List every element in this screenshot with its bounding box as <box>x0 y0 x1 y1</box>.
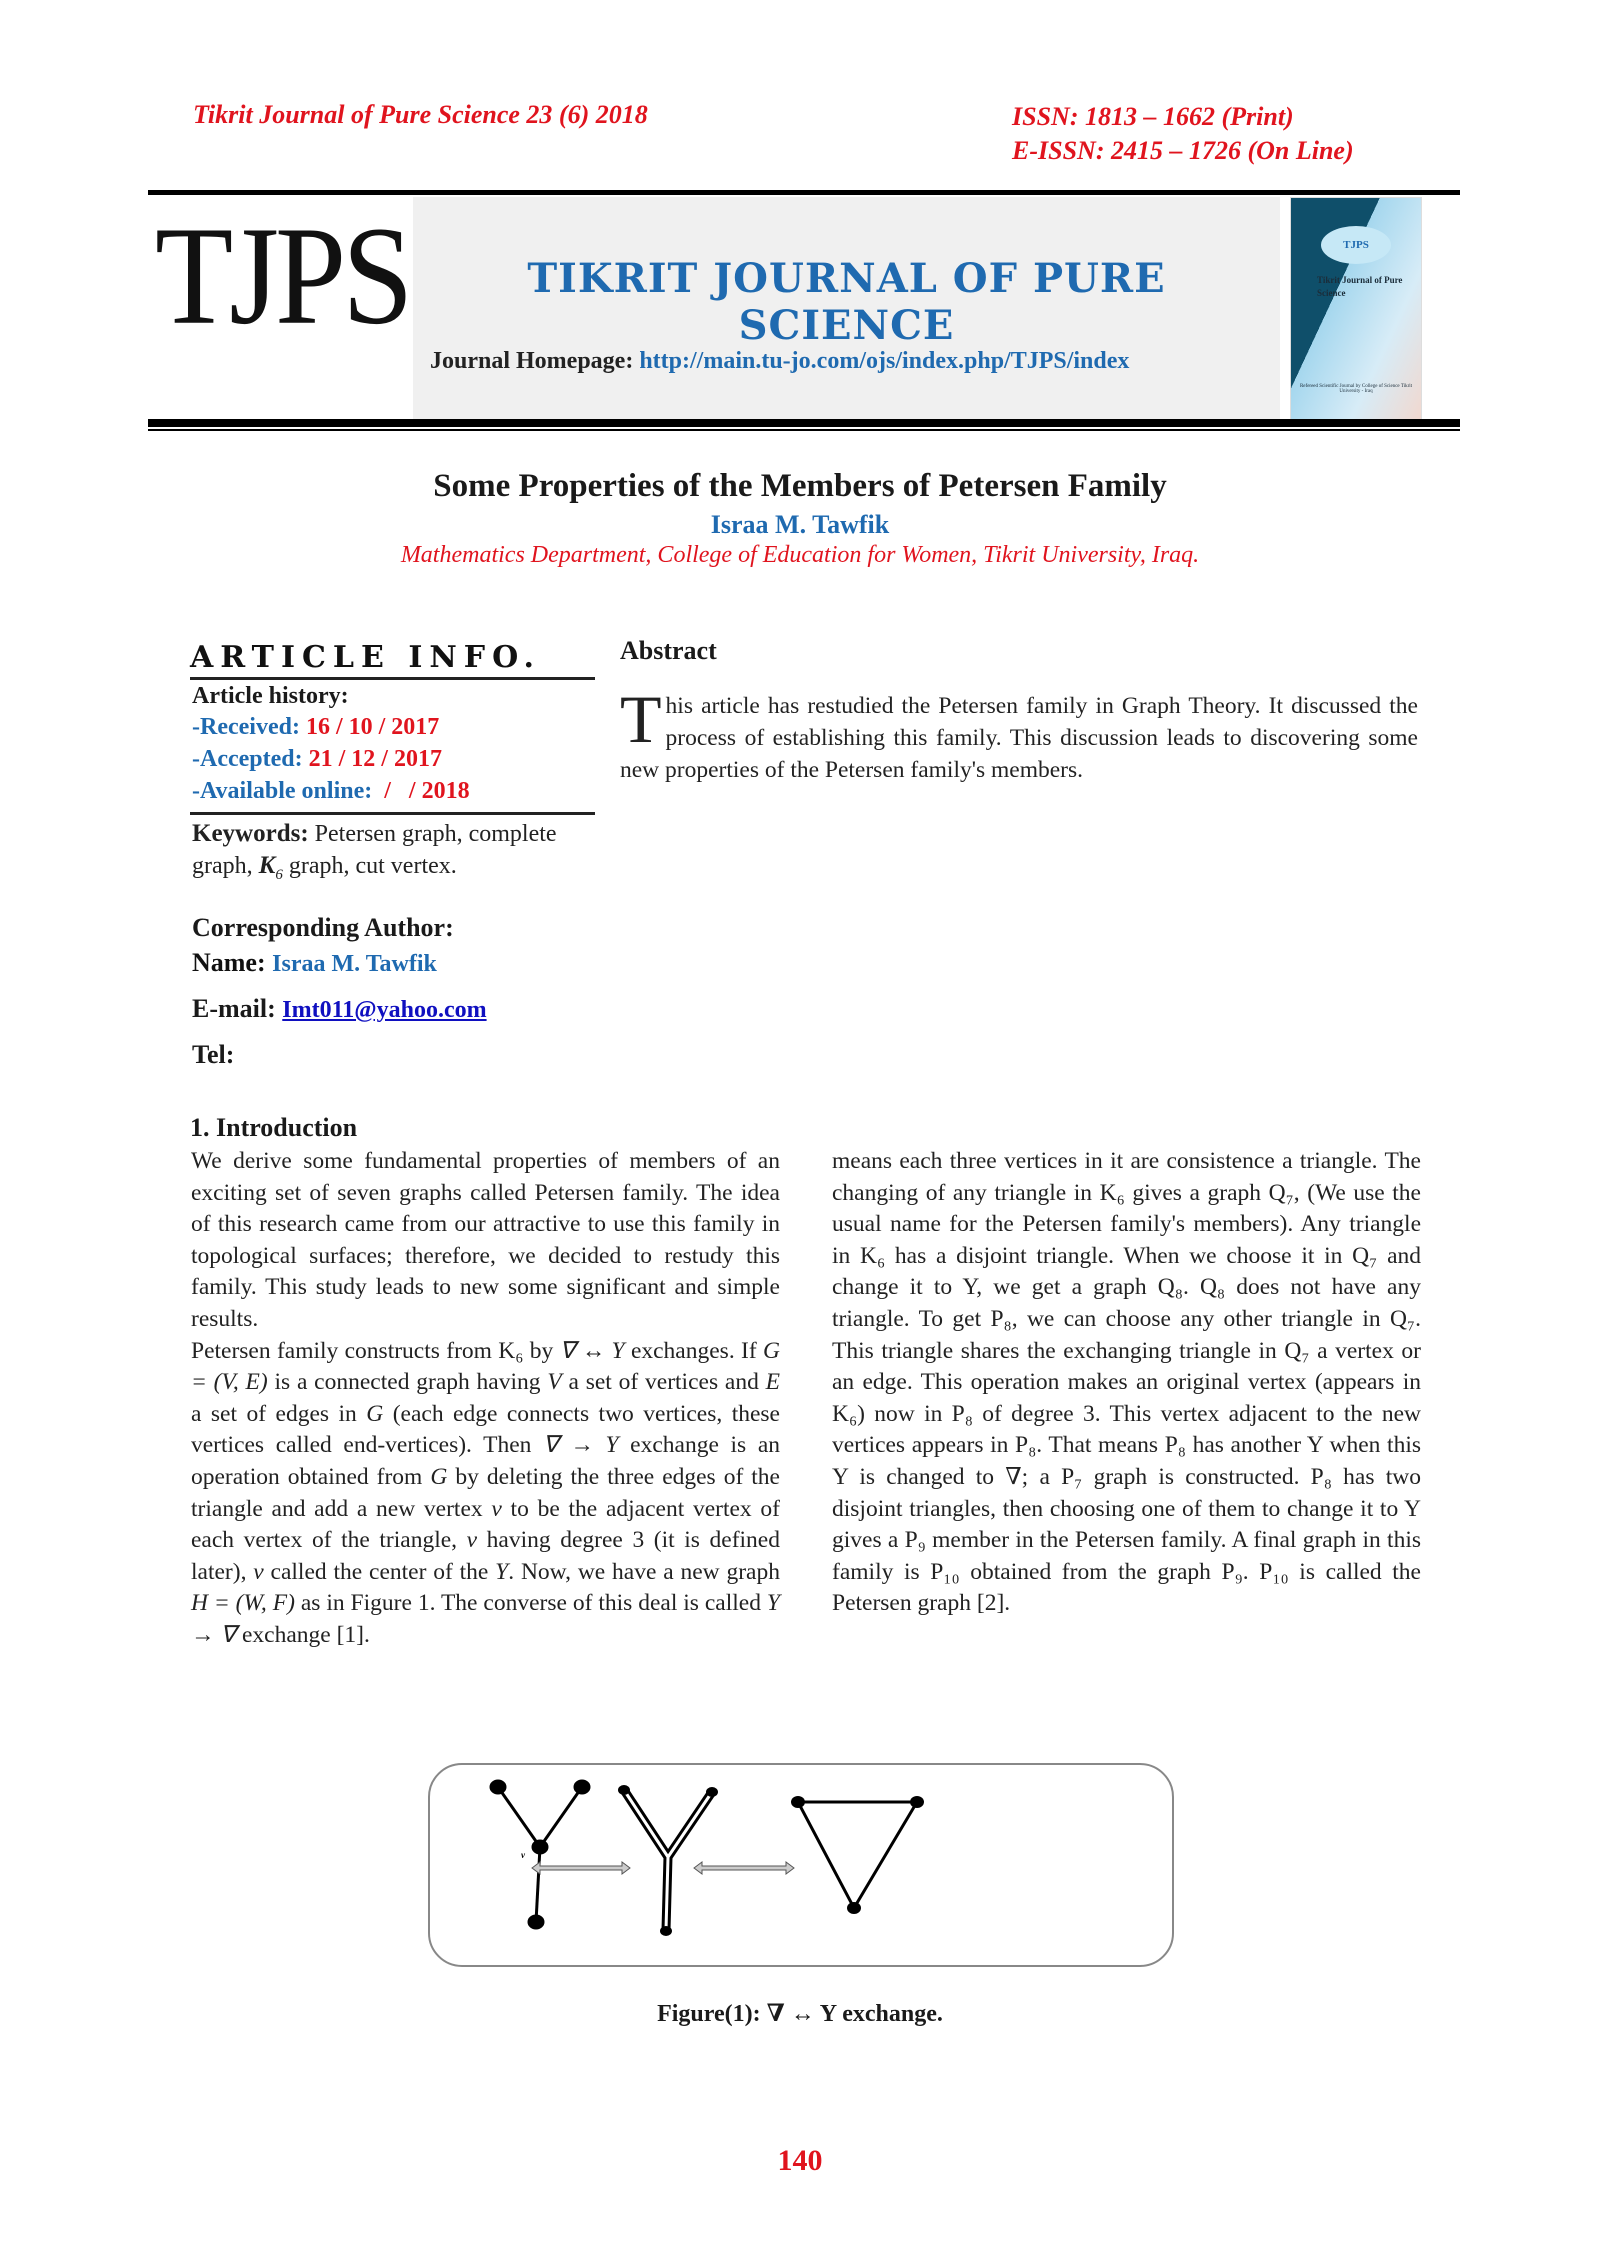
introduction-left-column <box>191 1146 780 1652</box>
issn-print: ISSN: 1813 – 1662 (Print) <box>1012 102 1294 131</box>
paper-affiliation: Mathematics Department, College of Education for Women, Tikrit University, Iraq. <box>400 542 1200 568</box>
name-value: Israa M. Tawfik <box>272 951 437 977</box>
masthead-bottom-rule-thin <box>148 429 1460 431</box>
received-label: -Received: <box>192 714 306 740</box>
received-date <box>192 714 439 741</box>
keywords-text: Petersen graph, complete graph, <box>192 821 557 879</box>
thick-y-icon <box>618 1785 718 1936</box>
accepted-date <box>192 746 442 773</box>
article-info-rule <box>190 677 595 680</box>
issn-online: E-ISSN: 2415 – 1726 (On Line) <box>1012 136 1354 165</box>
article-history-label: Article history: <box>192 683 349 709</box>
intro-paragraph-2: Petersen family constructs from K₆ by ∇ ↔ Y exchanges. If G = (V, E) is a connected graph having V a set of vertices and E a set of edges in G (each edge connects two vertices, these vertices called end-vertices). Then ∇ → Y exchange is an operation obtained from G by deleting the three edges of the triangle and add a new vertex v to be the adjacent vertex of each vertex of the triangle, v having degree 3 (it is defined later), v called the center of the Y. Now, we have a new graph H = (W, F) as in Figure 1. The converse of this deal is called Y → ∇ exchange [1]. <box>191 1337 781 1648</box>
keyword-k-sub: 6 <box>275 866 283 883</box>
delta-y-exchange-diagram <box>430 1765 1172 1965</box>
article-info-rule-bottom <box>190 812 595 815</box>
triangle-graph-icon <box>798 1802 917 1908</box>
running-header-journal: Tikrit Journal of Pure Science 23 (6) 2018 <box>193 100 648 129</box>
accepted-value: 21 / 12 / 2017 <box>308 746 442 772</box>
introduction-right-column: means each three vertices in it are consistence a triangle. The changing of any triangle in K₆ gives a graph Q₇, (We use the usual name for the Petersen family's members). Any triangle in K₆ has a disjoint triangle. When we choose it in Q₇ and change it to Y, we get a graph Q₈. Q₈ does not have any triangle. To get P₈, we can choose any other triangle in Q₇. This triangle shares the exchanging triangle in Q₇ a vertex or an edge. This operation makes an original vertex (appears in K₆) now in P₈ of degree 3. This vertex adjacent to the new vertices appears in P₈. That means P₈ has another Y when this Y is changed to ∇; a P₇ graph is constructed. P₈ has two disjoint triangles, then choosing one of them to change it to Y gives a P₉ member in the Petersen family. A final graph in this family is P₁₀ obtained from the graph P₉. P₁₀ is called the Petersen graph [2]. <box>832 1148 1421 1617</box>
masthead-top-rule <box>148 190 1460 195</box>
double-arrow-icon <box>694 1862 794 1874</box>
cover-title: Tikrit Journal of Pure Science <box>1317 275 1403 298</box>
accepted-label: -Accepted: <box>192 746 309 772</box>
abstract-text: his article has restudied the Petersen family in Graph Theory. It discussed the process of establishing this family. This discussion leads to discovering some new properties of the Petersen family's members. <box>620 693 1418 783</box>
name-label: Name: <box>192 948 273 977</box>
article-info-heading: ARTICLE INFO. <box>190 640 541 675</box>
author-email <box>192 994 487 1024</box>
available-value: / / 2018 <box>378 778 470 804</box>
received-value: 16 / 10 / 2017 <box>305 714 440 740</box>
journal-title: TIKRIT JOURNAL OF PURE SCIENCE <box>527 255 1166 349</box>
running-header-issn <box>1012 100 1354 168</box>
keyword-k: K <box>258 852 276 879</box>
keywords-text-end: graph, cut vertex. <box>282 853 457 879</box>
journal-cover-thumbnail <box>1290 197 1422 421</box>
page-number: 140 <box>777 2144 823 2177</box>
intro-paragraph-1: We derive some fundamental properties of members of an exciting set of seven graphs called Petersen family. The idea of this research came from our attractive to use this family in topological surfaces; therefore, we decided to restudy this family. This study leads to new some significant and simple results. <box>191 1148 780 1332</box>
cover-badge: TJPS <box>1321 226 1391 264</box>
y-graph-icon <box>491 1781 589 1928</box>
homepage-link[interactable]: http://main.tu-jo.com/ojs/index.php/TJPS/index <box>639 348 1130 374</box>
corresponding-author-label: Corresponding Author: <box>192 913 454 942</box>
masthead-bottom-rule-thick <box>148 419 1460 427</box>
keywords <box>192 818 592 891</box>
email-label: E-mail: <box>192 994 283 1023</box>
introduction-heading: 1. Introduction <box>190 1113 358 1142</box>
journal-homepage <box>430 348 1129 375</box>
keywords-label: Keywords: <box>192 820 309 847</box>
figure-caption: Figure(1): ∇ ↔ Y exchange. <box>657 2001 943 2027</box>
paper-title: Some Properties of the Members of Petersen Family <box>433 468 1167 504</box>
paper-author: Israa M. Tawfik <box>710 510 890 539</box>
tjps-logo: TJPS <box>155 197 410 354</box>
author-tel: Tel: <box>192 1040 235 1069</box>
available-label: -Available online: <box>192 778 379 804</box>
abstract-body <box>620 681 1418 786</box>
abstract-dropcap: T <box>620 681 662 757</box>
homepage-label: Journal Homepage: <box>430 348 640 374</box>
abstract-heading: Abstract <box>620 636 717 665</box>
double-arrow-icon <box>532 1862 630 1874</box>
cover-footer: Refereed Scientific Journal by College of Science Tikrit University - Iraq <box>1299 384 1413 394</box>
figure-1 <box>428 1763 1174 1967</box>
email-link[interactable]: Imt011@yahoo.com <box>282 997 487 1023</box>
available-online-date <box>192 778 470 805</box>
vertex-label-v: v <box>521 1850 525 1860</box>
author-name <box>192 948 437 978</box>
